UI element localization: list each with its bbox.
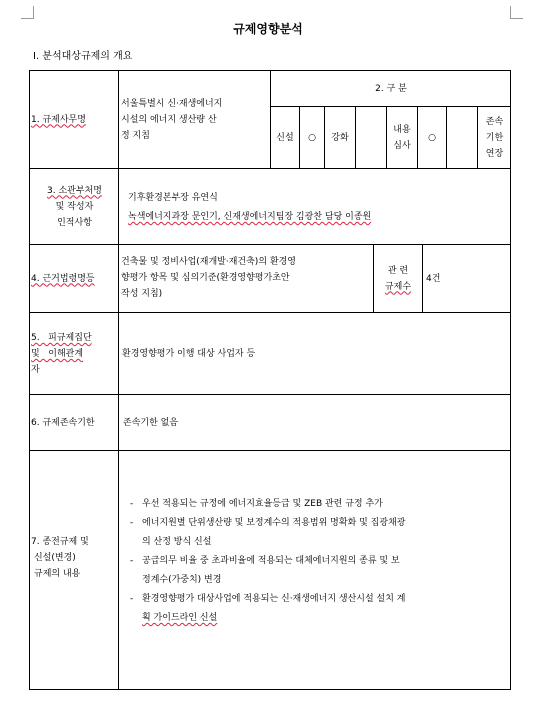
value-legal-basis: 건축물 및 정비사업(재개발·재건축)의 환경영 향평가 항목 및 심의기준(환경영향평가초안 작성 지침) (121, 257, 296, 299)
value-regulation-content (126, 451, 512, 690)
list-item: - 환경영향평가 대상사업에 적용되는 신·재생에너지 생산시설 설치 계 획 가이드라인 신설 (130, 594, 406, 623)
label-stakeholders: 5. 피규제집단 및 이해관계 자 (30, 313, 119, 394)
row-duration (30, 395, 510, 451)
category-extend-mark (447, 107, 477, 168)
regulation-overview-table (29, 70, 511, 690)
row-ministry (30, 169, 510, 245)
label-related-regulation-count: 관 련 규제수 (384, 265, 412, 292)
value-related-regulation-count: 4건 (426, 273, 441, 284)
value-regulation-name: 서울특별시 신·재생에너지 시설의 에너지 생산량 산 정 지침 (121, 99, 223, 141)
category-strengthen-mark (356, 107, 386, 168)
list-item: - 공급의무 비율 중 초과비율에 적용되는 대체에너지원의 종류 및 보 정계수(가중치) 변경 (130, 556, 400, 585)
category-new-mark: ○ (308, 132, 316, 143)
category-strengthen-label: 강화 (331, 132, 349, 143)
page-corner-mark-left (21, 6, 34, 19)
category-review-label: 내용 심사 (393, 124, 411, 151)
label-legal-basis: 4. 근거법령명등 (30, 245, 119, 312)
label-regulation-content: 7. 종전규제 및 신설(변경) 규제의 내용 (30, 451, 119, 690)
category-header: 2. 구 분 (375, 83, 407, 94)
row-regulation-name (30, 71, 510, 169)
category-review-mark: ○ (428, 132, 436, 143)
value-ministry: 기후환경본부장 유연식 녹색에너지과장 문인기, 신재생에너지팀장 김광찬 담당 이종원 (128, 193, 372, 222)
row-regulation-content (30, 451, 510, 690)
list-item: - 에너지원별 단위생산량 및 보정계수의 적용범위 명확화 및 집광채광 의 산정 방식 신설 (130, 518, 406, 547)
section-heading: Ⅰ. 분석대상규제의 개요 (33, 51, 133, 62)
row-stakeholders (30, 313, 510, 395)
label-regulation-name: 1. 규제사무명 (30, 71, 119, 168)
label-ministry: 3. 소관부처명 및 작성자 인적사항 (30, 169, 119, 244)
category-new-label: 신설 (276, 132, 294, 143)
document-title: 규제영향분석 (233, 22, 303, 36)
value-duration: 존속기한 없음 (123, 417, 179, 428)
category-extend-label: 존속 기한 연장 (485, 116, 504, 159)
page-corner-mark-right (510, 6, 523, 19)
value-stakeholders: 환경영향평가 이행 대상 사업자 등 (122, 348, 256, 359)
row-legal-basis (30, 245, 510, 313)
label-duration: 6. 규제존속기한 (30, 395, 119, 450)
regulation-change-list (126, 495, 512, 628)
list-item: - 우선 적용되는 규정에 에너지효율등급 및 ZEB 관련 규정 추가 (130, 499, 383, 509)
